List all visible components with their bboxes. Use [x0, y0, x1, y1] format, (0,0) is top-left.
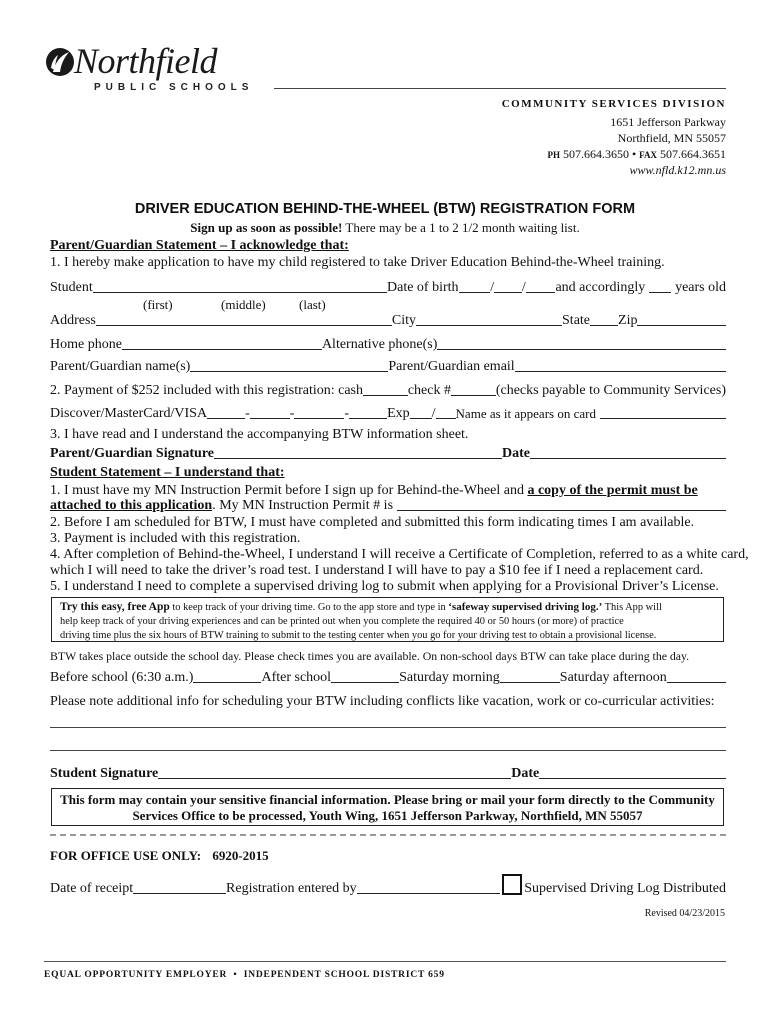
- header-rule: [274, 88, 726, 89]
- student-item-1: [50, 483, 726, 499]
- student-label: Student: [50, 280, 93, 295]
- app-name: ‘safeway supervised driving log.’: [448, 601, 603, 613]
- student-item-3: 3. Payment is included with this registration.: [50, 531, 301, 546]
- city-label: City: [391, 313, 417, 328]
- name-on-card-label: Name as it appears on card: [455, 406, 596, 421]
- name-middle-caption: (middle): [221, 297, 266, 312]
- zip-field[interactable]: [637, 324, 726, 326]
- student-heading: Student Statement – I understand that:: [50, 465, 285, 480]
- parent-signature-row: [50, 446, 726, 462]
- dob-year-field[interactable]: [526, 291, 556, 293]
- app-tip-line1: [60, 600, 723, 615]
- card-field-3[interactable]: [294, 417, 344, 419]
- student-item-4a: 4. After completion of Behind-the-Wheel, I understand I will receive a Certificate of Completion, referred to as a white card,: [50, 547, 749, 562]
- exp-month-field[interactable]: [410, 417, 432, 419]
- saturday-afternoon-field[interactable]: [667, 681, 726, 683]
- footer-bullet: •: [233, 970, 238, 980]
- logo-subtitle: PUBLIC SCHOOLS: [94, 82, 254, 93]
- division-title: COMMUNITY SERVICES DIVISION: [501, 98, 726, 110]
- dash: -: [245, 406, 250, 421]
- additional-info-line-2[interactable]: [50, 750, 726, 751]
- app-tip-line2: help keep track of your driving experiences and can be printed out when you complete the required 40 or 50 hours (or more) of practice: [60, 616, 624, 627]
- app-tip-text2: This App will: [602, 602, 662, 613]
- dob-label: Date of birth: [387, 280, 459, 295]
- payment-row: [50, 383, 726, 399]
- city-field[interactable]: [416, 324, 562, 326]
- northfield-logo: [44, 40, 284, 96]
- dob-month-field[interactable]: [459, 291, 491, 293]
- leaf-icon: [44, 46, 76, 78]
- fax-number: 507.664.3651: [660, 147, 726, 161]
- student-item-2: 2. Before I am scheduled for BTW, I must have completed and submitted this form indicating times I am available.: [50, 515, 695, 530]
- app-tip-line3: driving time plus the six hours of BTW training to submit to the testing center when you go for your driving test to obtain a provisional license.: [60, 630, 657, 641]
- parent-date-label: Date: [502, 446, 531, 461]
- saturday-afternoon-label: Saturday afternoon: [559, 670, 667, 685]
- exp-year-field[interactable]: [436, 417, 456, 419]
- reg-entered-field[interactable]: [357, 892, 500, 894]
- address-field[interactable]: [96, 324, 392, 326]
- parent-email-label: Parent/Guardian email: [388, 359, 515, 374]
- state-field[interactable]: [590, 324, 618, 326]
- privacy-notice-line2: Services Office to be processed, Youth Wing, 1651 Jefferson Parkway, Northfield, MN 55057: [132, 808, 643, 823]
- student-signature-row: [50, 766, 726, 782]
- phone-row: [50, 337, 726, 353]
- receipt-label: Date of receipt: [50, 881, 134, 896]
- bullet: •: [631, 147, 637, 161]
- card-field-1[interactable]: [207, 417, 245, 419]
- exp-label: Exp: [387, 406, 410, 421]
- alt-phone-field[interactable]: [437, 348, 726, 350]
- receipt-date-field[interactable]: [133, 892, 226, 894]
- parent-heading: Parent/Guardian Statement – I acknowledge that:: [50, 238, 349, 253]
- permit-copy-emphasis: a copy of the permit must be: [527, 483, 698, 498]
- home-phone-field[interactable]: [122, 348, 322, 350]
- dash: -: [344, 406, 350, 421]
- name-last-caption: (last): [299, 297, 326, 312]
- additional-info-line-1[interactable]: [50, 727, 726, 728]
- privacy-notice-line1: This form may contain your sensitive financial information. Please bring or mail your form directly to the Community: [60, 792, 715, 807]
- address-label: Address: [50, 313, 96, 328]
- saturday-morning-label: Saturday morning: [399, 670, 500, 685]
- parent-email-field[interactable]: [515, 370, 726, 372]
- student-name-field[interactable]: [93, 291, 387, 293]
- name-first-caption: (first): [143, 297, 173, 312]
- form-title: DRIVER EDUCATION BEHIND-THE-WHEEL (BTW) REGISTRATION FORM: [134, 201, 636, 217]
- parent-signature-label: Parent/Guardian Signature: [50, 446, 215, 461]
- office-use-heading: [50, 848, 269, 864]
- slash: /: [431, 406, 436, 421]
- fax-label: FAX: [639, 150, 657, 160]
- student-row: [50, 280, 726, 296]
- student-signature-field[interactable]: [158, 777, 511, 779]
- parent-item-1: 1. I hereby make application to have my child registered to take Driver Education Behind-the-Wheel training.: [50, 255, 665, 270]
- check-label: check #: [407, 383, 451, 398]
- cash-field[interactable]: [363, 394, 408, 396]
- student-item-4b: which I will need to take the driver’s road test. I understand I will have to pay a $10 fee if I need a replacement card.: [50, 563, 704, 578]
- slash: /: [521, 280, 526, 295]
- parent-date-field[interactable]: [530, 457, 726, 459]
- slash: /: [490, 280, 495, 295]
- student-date-field[interactable]: [539, 777, 726, 779]
- footer-rule: [44, 961, 726, 962]
- office-row: [50, 874, 726, 897]
- card-label: Discover/MasterCard/VISA: [50, 406, 208, 421]
- permit-number-label: . My MN Instruction Permit # is: [212, 498, 394, 513]
- office-use-label: FOR OFFICE USE ONLY:: [50, 848, 202, 863]
- parent-name-field[interactable]: [190, 370, 388, 372]
- alt-phone-label: Alternative phone(s): [321, 337, 438, 352]
- zip-label: Zip: [618, 313, 638, 328]
- card-row: [50, 406, 726, 422]
- permit-row: [50, 498, 726, 514]
- log-distributed-checkbox[interactable]: [502, 874, 522, 895]
- student-date-label: Date: [511, 766, 540, 781]
- section-divider: [50, 834, 726, 836]
- accordingly-label: and accordingly: [555, 280, 646, 295]
- before-school-label: Before school (6:30 a.m.): [50, 670, 194, 685]
- parent-name-label: Parent/Guardian name(s): [50, 359, 191, 374]
- app-tip-text: to keep track of your driving time. Go to the app store and type in: [169, 602, 449, 613]
- student-signature-label: Student Signature: [50, 766, 159, 781]
- check-number-field[interactable]: [451, 394, 496, 396]
- dash: -: [289, 406, 295, 421]
- before-school-field[interactable]: [193, 681, 261, 683]
- website: www.nfld.k12.mn.us: [629, 163, 726, 177]
- availability-row: [50, 670, 726, 686]
- eoe-label: EQUAL OPPORTUNITY EMPLOYER: [44, 970, 228, 980]
- after-school-label: After school: [261, 670, 332, 685]
- phone-fax-line: [547, 147, 726, 162]
- footer-text: [44, 970, 445, 980]
- revision-date: Revised 04/23/2015: [644, 908, 725, 919]
- log-distributed-label: Supervised Driving Log Distributed: [524, 881, 726, 896]
- dob-day-field[interactable]: [494, 291, 522, 293]
- privacy-notice-box: [51, 788, 724, 826]
- app-tip-bold: Try this easy, free App: [60, 601, 170, 613]
- check-payable-note: (checks payable to Community Services): [495, 383, 726, 398]
- address-row: [50, 313, 726, 329]
- signup-note-rest: There may be a 1 to 2 1/2 month waiting list.: [342, 220, 580, 235]
- office-code: 6920-2015: [212, 848, 269, 863]
- additional-info-prompt: Please note additional info for scheduling your BTW including conflicts like vacation, work or co-curricular activities:: [50, 694, 715, 709]
- card-field-4[interactable]: [349, 417, 387, 419]
- btw-note: BTW takes place outside the school day. Please check times you are available. On non-school days BTW can take place during the day.: [50, 649, 690, 663]
- parent-item-3: 3. I have read and I understand the accompanying BTW information sheet.: [50, 427, 469, 442]
- address-line2: Northfield, MN 55057: [617, 131, 726, 145]
- student-item-5: 5. I understand I need to complete a supervised driving log to submit when applying for a Provisional Driver’s License.: [50, 579, 719, 594]
- permit-number-field[interactable]: [397, 509, 726, 511]
- card-field-2[interactable]: [250, 417, 290, 419]
- phone-label: PH: [547, 150, 560, 160]
- payment-label: 2. Payment of $252 included with this registration: cash: [50, 383, 364, 398]
- reg-entered-label: Registration entered by: [226, 881, 357, 896]
- parent-signature-field[interactable]: [214, 457, 502, 459]
- years-old-label: years old: [675, 280, 726, 295]
- age-field[interactable]: [649, 291, 671, 293]
- parent-contact-row: [50, 359, 726, 375]
- logo-wordmark: Northfield: [74, 41, 218, 81]
- state-label: State: [562, 313, 591, 328]
- signup-note-bold: Sign up as soon as possible!: [190, 220, 343, 235]
- address-line1: 1651 Jefferson Parkway: [610, 115, 726, 129]
- attached-emphasis: attached to this application: [50, 498, 213, 513]
- app-tip-box: [51, 597, 724, 642]
- home-phone-label: Home phone: [50, 337, 122, 352]
- student-item-1-text: 1. I must have my MN Instruction Permit before I sign up for Behind-the-Wheel and: [50, 483, 528, 498]
- signup-note: [0, 220, 770, 236]
- after-school-field[interactable]: [331, 681, 399, 683]
- district-label: INDEPENDENT SCHOOL DISTRICT 659: [243, 970, 445, 980]
- saturday-morning-field[interactable]: [500, 681, 560, 683]
- phone-number: 507.664.3650: [562, 147, 629, 161]
- name-on-card-field[interactable]: [600, 417, 726, 419]
